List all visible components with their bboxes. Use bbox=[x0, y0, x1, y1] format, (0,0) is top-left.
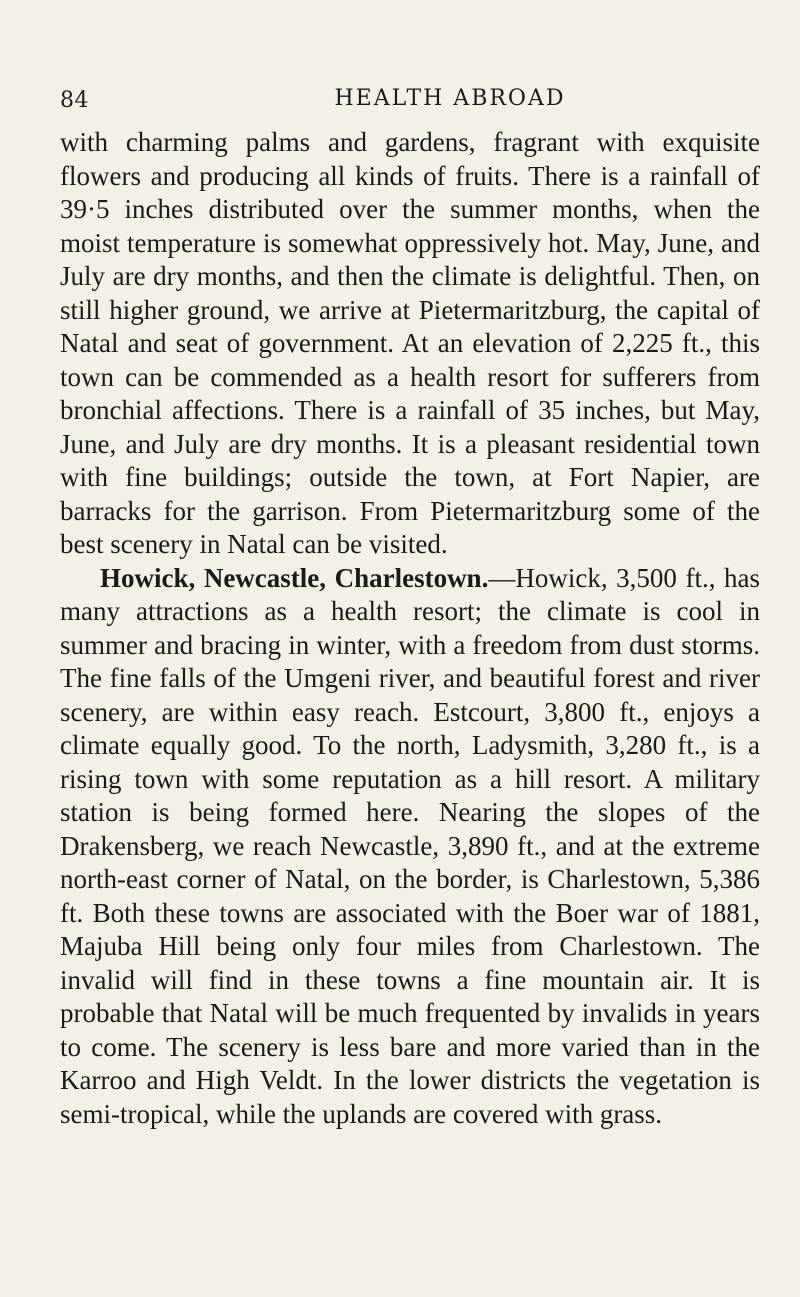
running-head: HEALTH ABROAD bbox=[334, 86, 566, 111]
page-number: 84 bbox=[60, 88, 89, 113]
paragraph-2-text: —Howick, 3,500 ft., has many attractions as a health resort; the climate is cool in summer and bracing in winter, with a freedom from dust storms. The fine falls of the Umgeni river, and beautiful forest and river scenery, are within easy reach. Estcourt, 3,800 ft., enjoys a climate equally good. To the north, Ladysmith, 3,280 ft., is a rising town with some reputation as a hill resort. A military station is being formed here. Nearing the slopes of the Drakensberg, we reach Newcastle, 3,890 ft., and at the extreme north-east corner of Natal, on the border, is Charlestown, 5,386 ft. Both these towns are associated with the Boer war of 1881, Majuba Hill being only four miles from Charlestown. The invalid will find in these towns a fine mountain air. It is probable that Natal will be much frequented by invalids in years to come. The scenery is less bare and more varied than in the Karroo and High Veldt. In the lower districts the vegetation is semi-tropical, while the uplands are covered with grass. bbox=[60, 562, 761, 1129]
section-heading: Howick, Newcastle, Charlestown. bbox=[100, 562, 489, 593]
paragraph-2 bbox=[60, 562, 760, 1132]
paragraph-1: with charming palms and gardens, fragrant with exquisite flowers and producing all kinds of fruits. There is a rainfall of 39·5 inches distributed over the summer months, when the moist temperature is somewhat oppressively hot. May, June, and July are dry months, and then the climate is delightful. Then, on still higher ground, we arrive at Pietermaritzburg, the capital of Natal and seat of government. At an elevation of 2,225 ft., this town can be commended as a health resort for sufferers from bronchial affections. There is a rainfall of 35 inches, but May, June, and July are dry months. It is a pleasant residential town with fine buildings; outside the town, at Fort Napier, are barracks for the garrison. From Pietermaritzburg some of the best scenery in Natal can be visited. bbox=[60, 127, 760, 559]
body-text bbox=[60, 126, 760, 1131]
